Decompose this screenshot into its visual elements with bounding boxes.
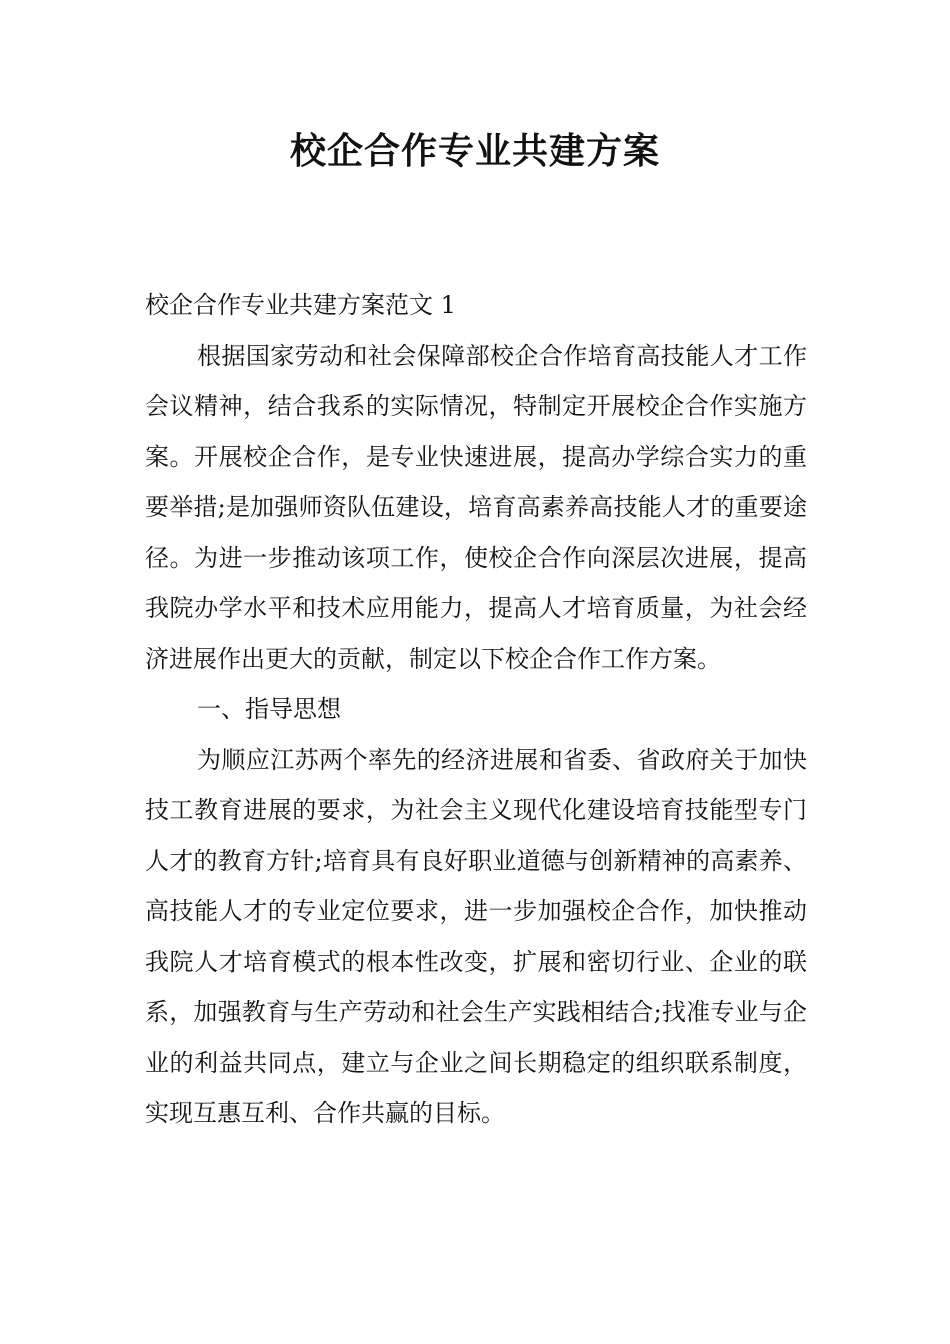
document-body [145, 280, 807, 1139]
paragraph-guiding-ideology: 为顺应江苏两个率先的经济进展和省委、省政府关于加快技工教育进展的要求，为社会主义现代化建设培育技能型专门人才的教育方针;培育具有良好职业道德与创新精神的高素养、高技能人才的专业定位要求，进一步加强校企合作，加快推动我院人才培育模式的根本性改变，扩展和密切行业、企业的联系，加强教育与生产劳动和社会生产实践相结合;找准专业与企业的利益共同点，建立与企业之间长期稳定的组织联系制度，实现互惠互利、合作共赢的目标。 [145, 745, 807, 1127]
paragraph-intro: 根据国家劳动和社会保障部校企合作培育高技能人才工作会议精神，结合我系的实际情况，特制定开展校企合作实施方案。开展校企合作，是专业快速进展，提高办学综合实力的重要举措;是加强师资队伍建设，培育高素养高技能人才的重要途径。为进一步推动该项工作，使校企合作向深层次进展，提高我院办学水平和技术应用能力，提高人才培育质量，为社会经济进展作出更大的贡献，制定以下校企合作工作方案。 [145, 341, 807, 673]
document-subtitle: 校企合作专业共建方案范文 1 [145, 291, 456, 319]
document-title: 校企合作专业共建方案 [289, 131, 660, 172]
section-heading-guiding-ideology: 一、指导思想 [197, 695, 341, 723]
